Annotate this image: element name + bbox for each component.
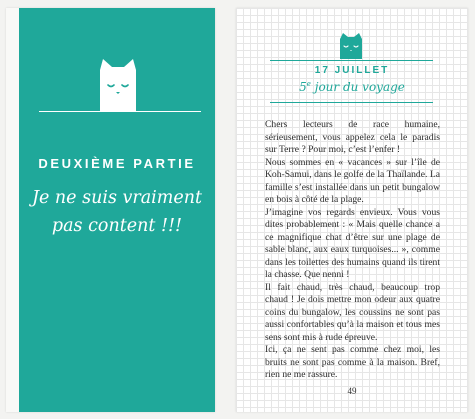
chapter-panel (19, 8, 215, 412)
right-page (236, 8, 468, 412)
cat-face-icon (340, 33, 362, 59)
cat-face-icon (99, 58, 137, 112)
part-title: DEUXIÈME PARTIE (38, 156, 196, 171)
day-suffix: e (306, 80, 311, 88)
entry-date: 17 JUILLET (314, 65, 390, 76)
left-page (6, 8, 215, 412)
paragraph: Il fait chaud, très chaud, beaucoup trop chaud ! Je dois mettre mon odeur aux quatre coins du bungalow, les coussins ne sont pas aussi confortables qu’à la maison et tous mes sens sont mis à rude épreuve. (265, 281, 440, 343)
header-rule-bottom (270, 102, 433, 103)
page-number: 49 (347, 386, 357, 396)
panel-divider (39, 111, 201, 112)
day-label: jour du voyage (310, 80, 405, 94)
paragraph: Ici, ça ne sent pas comme chez moi, les bruits ne sont pas comme à la maison. Bref, rien ne me rassure. (265, 344, 440, 380)
paragraph: J’imagine vos regards envieux. Vous vous dites probablement : « Mais quelle chance a ce magnifique chat d’être sur une plage de sable blanc, aux eaux turquoises... », comme dans les toilettes des humains quand ils tirent la chasse. Que nenni ! (265, 206, 440, 280)
subtitle-line: pas content !!! (51, 216, 183, 236)
day-number: 5 (299, 80, 307, 94)
entry-day (236, 80, 468, 94)
body-text (265, 119, 440, 382)
paragraph: Nous sommes en « vacances » sur l’île de Koh-Samui, dans le golfe de la Thaïlande. La famille s’est installée dans un petit bungalow en bois à côté de la plage. (265, 156, 440, 205)
subtitle-line: Je ne suis vraiment (31, 188, 203, 208)
header-rule-top (270, 60, 433, 61)
paragraph: Chers lecteurs de race humaine, sérieusement, vous appelez cela le paradis sur Terre ? Pour moi, c’est l’enfer ! (265, 119, 440, 155)
part-subtitle (19, 184, 215, 240)
